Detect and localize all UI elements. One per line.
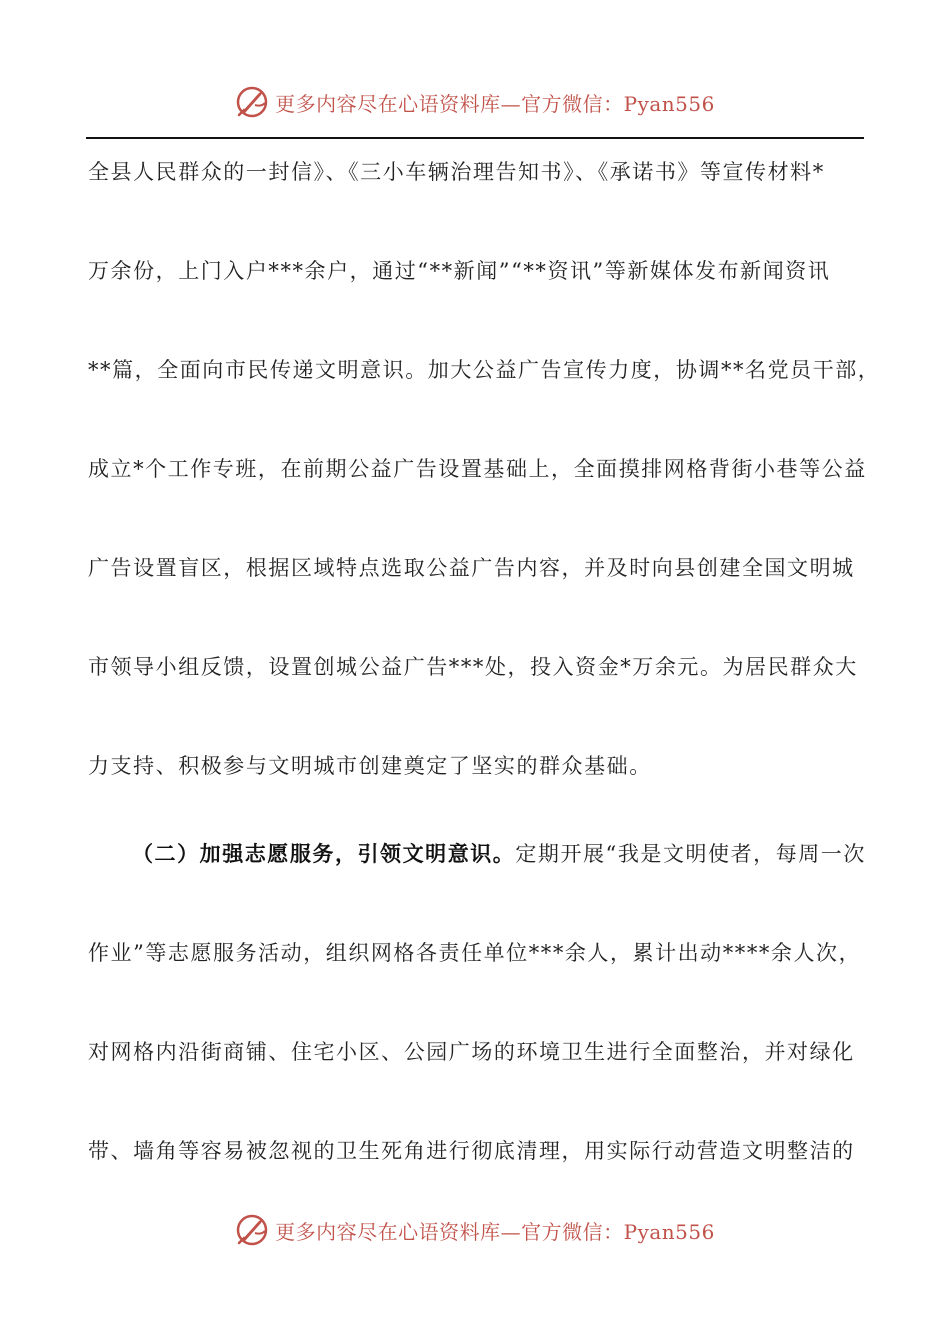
header-banner-text: 更多内容尽在心语资料库—官方微信：Pyan556 [275,91,715,116]
header-divider [86,137,864,139]
body-line: 带、墙角等容易被忽视的卫生死角进行彻底清理，用实际行动营造文明整洁的 [88,1139,855,1163]
header-banner [0,82,950,122]
section-2-first-line [88,822,864,921]
body-line: 全县人民群众的一封信》、《三小车辆治理告知书》、《承诺书》等宣传材料* [88,160,825,184]
body-line: 作业”等志愿服务活动，组织网格各责任单位***余人，累计出动****余人次， [88,941,862,965]
body-line: 市领导小组反馈，设置创城公益广告***处，投入资金*万余元。为居民群众大 [88,655,858,679]
footer-banner [0,1210,950,1250]
quill-pen-logo-icon [235,85,269,119]
body-line: 对网格内沿街商铺、住宅小区、公园广场的环境卫生进行全面整治，并对绿化 [88,1040,855,1064]
body-line: **篇，全面向市民传递文明意识。加大公益广告宣传力度，协调**名党员干部， [88,358,881,382]
section-2-heading: （二）加强志愿服务，引领文明意识。 [132,841,516,866]
section-2-first-line-text: 定期开展“我是文明使者，每周一次 [515,842,866,866]
body-line: 力支持、积极参与文明城市创建奠定了坚实的群众基础。 [88,754,652,778]
footer-banner-text: 更多内容尽在心语资料库—官方微信：Pyan556 [275,1219,715,1244]
body-line: 广告设置盲区，根据区域特点选取公益广告内容，并及时向县创建全国文明城 [88,556,855,580]
body-line: 万余份，上门入户***余户，通过“**新闻”“**资讯”等新媒体发布新闻资讯 [88,259,831,283]
body-line: 成立*个工作专班，在前期公益广告设置基础上，全面摸排网格背街小巷等公益 [88,457,867,481]
quill-pen-logo-icon [235,1213,269,1247]
document-body [88,140,881,1218]
